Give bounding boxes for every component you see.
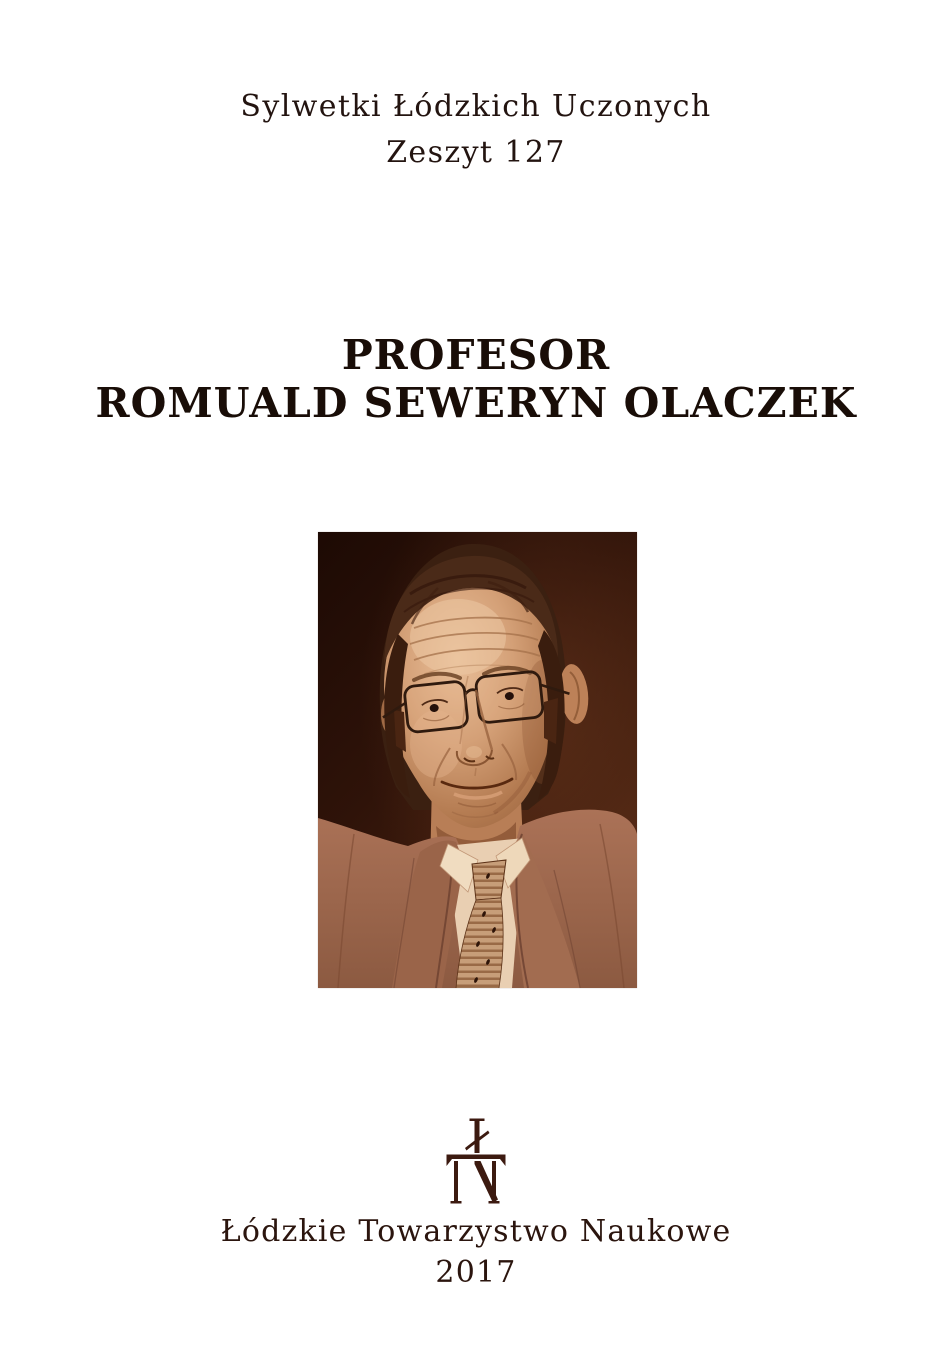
series-header bbox=[0, 84, 952, 176]
portrait-photo bbox=[318, 532, 637, 988]
forehead-highlight bbox=[410, 599, 506, 675]
title-line-2: ROMUALD SEWERYN OLACZEK bbox=[95, 379, 857, 427]
ltn-monogram-icon bbox=[446, 1116, 506, 1206]
title-line-1: PROFESOR bbox=[341, 331, 611, 379]
page-title bbox=[0, 331, 952, 427]
ltn-monogram-art bbox=[446, 1116, 506, 1206]
issue-number: Zeszyt 127 bbox=[386, 135, 566, 170]
footer bbox=[0, 1211, 952, 1293]
publication-year: 2017 bbox=[435, 1255, 517, 1290]
portrait-photo-art bbox=[318, 532, 637, 988]
publisher-name: Łódzkie Towarzystwo Naukowe bbox=[220, 1214, 732, 1249]
series-title: Sylwetki Łódzkich Uczonych bbox=[240, 89, 712, 124]
